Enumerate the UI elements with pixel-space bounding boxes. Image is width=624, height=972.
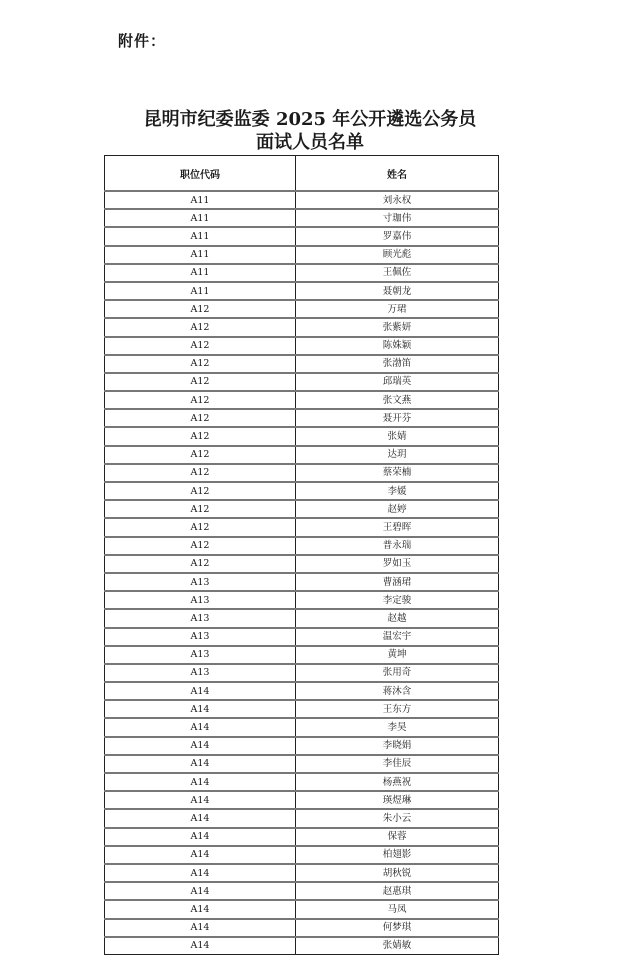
table-body	[105, 191, 499, 954]
position-code-cell: A14	[105, 864, 296, 882]
name-cell: 达玥	[296, 446, 499, 464]
name-cell: 聂朝龙	[296, 282, 499, 300]
name-cell: 罗如玉	[296, 555, 499, 573]
table-row	[105, 718, 499, 736]
table-row	[105, 537, 499, 555]
name-cell: 柏翅影	[296, 846, 499, 864]
table-row	[105, 409, 499, 427]
table-row	[105, 482, 499, 500]
name-cell: 陈姝颖	[296, 337, 499, 355]
header-name: 姓名	[296, 156, 499, 192]
table-row	[105, 191, 499, 209]
table-row	[105, 828, 499, 846]
position-code-cell: A14	[105, 682, 296, 700]
table-row	[105, 791, 499, 809]
table-row	[105, 919, 499, 937]
table-row	[105, 864, 499, 882]
name-cell: 张婧敏	[296, 937, 499, 955]
name-cell: 保蓉	[296, 828, 499, 846]
position-code-cell: A14	[105, 700, 296, 718]
name-cell: 曹涵珺	[296, 573, 499, 591]
position-code-cell: A14	[105, 773, 296, 791]
position-code-cell: A12	[105, 355, 296, 373]
position-code-cell: A12	[105, 555, 296, 573]
table-row	[105, 264, 499, 282]
position-code-cell: A13	[105, 573, 296, 591]
position-code-cell: A12	[105, 518, 296, 536]
position-code-cell: A14	[105, 718, 296, 736]
name-cell: 李昊	[296, 718, 499, 736]
position-code-cell: A12	[105, 464, 296, 482]
document-subtitle: 面试人员名单	[256, 132, 364, 153]
table-row	[105, 518, 499, 536]
position-code-cell: A14	[105, 809, 296, 827]
name-cell: 万珺	[296, 300, 499, 318]
name-cell: 黄坤	[296, 646, 499, 664]
position-code-cell: A14	[105, 846, 296, 864]
table-row	[105, 755, 499, 773]
table-row	[105, 846, 499, 864]
name-cell: 朱小云	[296, 809, 499, 827]
name-cell: 普永瑞	[296, 537, 499, 555]
position-code-cell: A12	[105, 337, 296, 355]
position-code-cell: A13	[105, 628, 296, 646]
table-row	[105, 227, 499, 245]
table-row	[105, 391, 499, 409]
name-cell: 赵惠琪	[296, 882, 499, 900]
table-row	[105, 700, 499, 718]
name-cell: 顾光彪	[296, 246, 499, 264]
document-title: 昆明市纪委监委 2025 年公开遴选公务员	[143, 109, 477, 130]
position-code-cell: A13	[105, 664, 296, 682]
position-code-cell: A14	[105, 882, 296, 900]
position-code-cell: A14	[105, 900, 296, 918]
name-cell: 赵婷	[296, 500, 499, 518]
position-code-cell: A14	[105, 828, 296, 846]
name-cell: 张渤笛	[296, 355, 499, 373]
table-row	[105, 682, 499, 700]
table-row	[105, 882, 499, 900]
position-code-cell: A11	[105, 282, 296, 300]
name-cell: 罗嘉伟	[296, 227, 499, 245]
position-code-cell: A11	[105, 209, 296, 227]
position-code-cell: A11	[105, 264, 296, 282]
position-code-cell: A14	[105, 937, 296, 955]
table-row	[105, 555, 499, 573]
table-row	[105, 464, 499, 482]
name-cell: 李媛	[296, 482, 499, 500]
position-code-cell: A11	[105, 246, 296, 264]
name-cell: 瑛煜琳	[296, 791, 499, 809]
table-row	[105, 355, 499, 373]
position-code-cell: A14	[105, 791, 296, 809]
name-cell: 寸珈伟	[296, 209, 499, 227]
name-cell: 王东方	[296, 700, 499, 718]
table-row	[105, 773, 499, 791]
name-cell: 蒋沐含	[296, 682, 499, 700]
table-row	[105, 246, 499, 264]
name-cell: 胡秋锐	[296, 864, 499, 882]
table-row	[105, 609, 499, 627]
interview-candidates-table	[104, 155, 499, 955]
name-cell: 李定骏	[296, 591, 499, 609]
position-code-cell: A13	[105, 646, 296, 664]
position-code-cell: A13	[105, 609, 296, 627]
table-row	[105, 646, 499, 664]
table-row	[105, 446, 499, 464]
position-code-cell: A13	[105, 591, 296, 609]
table-row	[105, 373, 499, 391]
table-row	[105, 282, 499, 300]
name-cell: 张用奇	[296, 664, 499, 682]
table-row	[105, 591, 499, 609]
name-cell: 王佩佐	[296, 264, 499, 282]
table-row	[105, 318, 499, 336]
name-cell: 王碧晖	[296, 518, 499, 536]
table-header-row	[105, 156, 499, 192]
table-row	[105, 937, 499, 955]
name-cell: 刘永权	[296, 191, 499, 209]
position-code-cell: A12	[105, 409, 296, 427]
position-code-cell: A12	[105, 391, 296, 409]
position-code-cell: A12	[105, 500, 296, 518]
position-code-cell: A14	[105, 755, 296, 773]
name-cell: 张紫妍	[296, 318, 499, 336]
table-row	[105, 573, 499, 591]
position-code-cell: A12	[105, 537, 296, 555]
position-code-cell: A12	[105, 373, 296, 391]
table-row	[105, 209, 499, 227]
table-row	[105, 500, 499, 518]
name-cell: 赵越	[296, 609, 499, 627]
position-code-cell: A11	[105, 227, 296, 245]
name-cell: 聂开芬	[296, 409, 499, 427]
position-code-cell: A12	[105, 427, 296, 445]
table-row	[105, 628, 499, 646]
attachment-label: 附件：	[118, 32, 167, 50]
name-cell: 马凤	[296, 900, 499, 918]
name-cell: 杨燕祝	[296, 773, 499, 791]
table-row	[105, 664, 499, 682]
name-cell: 张婧	[296, 427, 499, 445]
table-row	[105, 900, 499, 918]
position-code-cell: A12	[105, 318, 296, 336]
position-code-cell: A14	[105, 737, 296, 755]
position-code-cell: A14	[105, 919, 296, 937]
position-code-cell: A11	[105, 191, 296, 209]
position-code-cell: A12	[105, 446, 296, 464]
position-code-cell: A12	[105, 300, 296, 318]
name-cell: 蔡荣楠	[296, 464, 499, 482]
table-row	[105, 300, 499, 318]
name-cell: 张文燕	[296, 391, 499, 409]
table-row	[105, 337, 499, 355]
name-cell: 邱瑞英	[296, 373, 499, 391]
position-code-cell: A12	[105, 482, 296, 500]
name-cell: 何梦琪	[296, 919, 499, 937]
table-row	[105, 427, 499, 445]
name-cell: 李佳辰	[296, 755, 499, 773]
table-row	[105, 737, 499, 755]
name-cell: 李晓娟	[296, 737, 499, 755]
header-position-code: 职位代码	[105, 156, 296, 192]
table-row	[105, 809, 499, 827]
name-cell: 温宏宇	[296, 628, 499, 646]
